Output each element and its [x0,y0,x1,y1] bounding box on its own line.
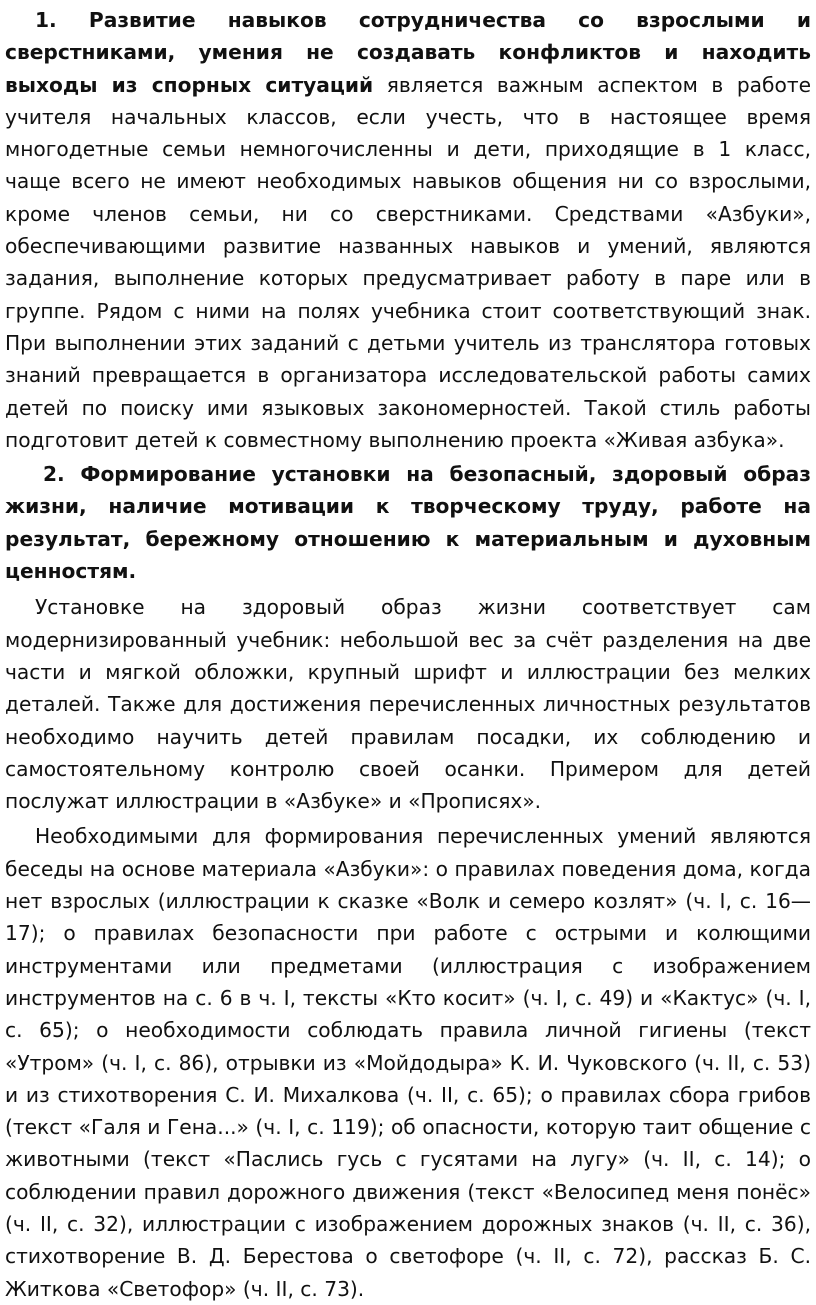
section-2-heading: 2. Формирование установки на безопасный, здоровый образ жизни, наличие мотивации к творческому труду, работе на результат, бережному отношению к материальным и духовным ценностям. [5,462,811,584]
paragraph-healthy-lifestyle: Установке на здоровый образ жизни соответствует сам модернизированный учебник: небольшой вес за счёт разделения на две части и мягкой обложки, крупный шрифт и иллюстрации без мелких деталей. Также для достижения перечисленных личностных результатов необходимо научить детей правилам посадки, их соблюдению и самостоятельному контролю своей осанки. Примером для детей послужат иллюстрации в «Азбуке» и «Прописях». [5,595,811,814]
section-1-heading: 1. Развитие навыков сотрудничества со взрослыми и сверстниками, умения не создавать конфликтов и находить выходы из спорных ситуаций [5,8,811,97]
paragraph-safety-conversations: Необходимыми для формирования перечисленных умений являются беседы на основе материала «Азбуки»: о правилах поведения дома, когда нет взрослых (иллюстрации к сказке «Волк и семеро козлят» (ч. I, с. 16—17); о правилах безопасности при работе с острыми и колющими инструментами или предметами (иллюстрация с изображением инструментов на с. 6 в ч. I, тексты «Кто косит» (ч. I, с. 49) и «Кактус» (ч. I, с. 65); о необходимости соблюдать правила личной гигиены (текст «Утром» (ч. I, с. 86), отрывки из «Мойдодыра» К. И. Чуковского (ч. II, с. 53) и из стихотворения С. И. Михалкова (ч. II, с. 65); о правилах сбора грибов (текст «Галя и Гена...» (ч. I, с. 119); об опасности, которую таит общение с животными (текст «Паслись гусь с гусятами на лугу» (ч. II, с. 14); о соблюдении правил дорожного движения (текст «Велосипед меня понёс» (ч. II, с. 32), иллюстрации с изображением дорожных знаков (ч. II, с. 36), стихотворение В. Д. Берестова о светофоре (ч. II, с. 72), рассказ Б. С. Житкова «Светофор» (ч. II, с. 73). [5,824,811,1301]
section-1-body: является важным аспектом в работе учителя начальных классов, если учесть, что в настоящее время многодетные семьи немногочисленны и дети, приходящие в 1 класс, чаще всего не имеют необходимых навыков общения ни со взрослыми, кроме членов семьи, ни со сверстниками. Средствами «Азбуки», обеспечивающими развитие названных навыков и умений, являются задания, выполнение которых предусматривает работу в паре или в группе. Рядом с ними на полях учебника стоит соответствующий знак. При выполнении этих заданий с детьми учитель из транслятора готовых знаний превращается в организатора исследовательской работы самих детей по поиску ими языковых закономерностей. Такой стиль работы подготовит детей к совместному выполнению проекта «Живая азбука». [5,72,812,452]
section-1-paragraph [5,4,811,456]
